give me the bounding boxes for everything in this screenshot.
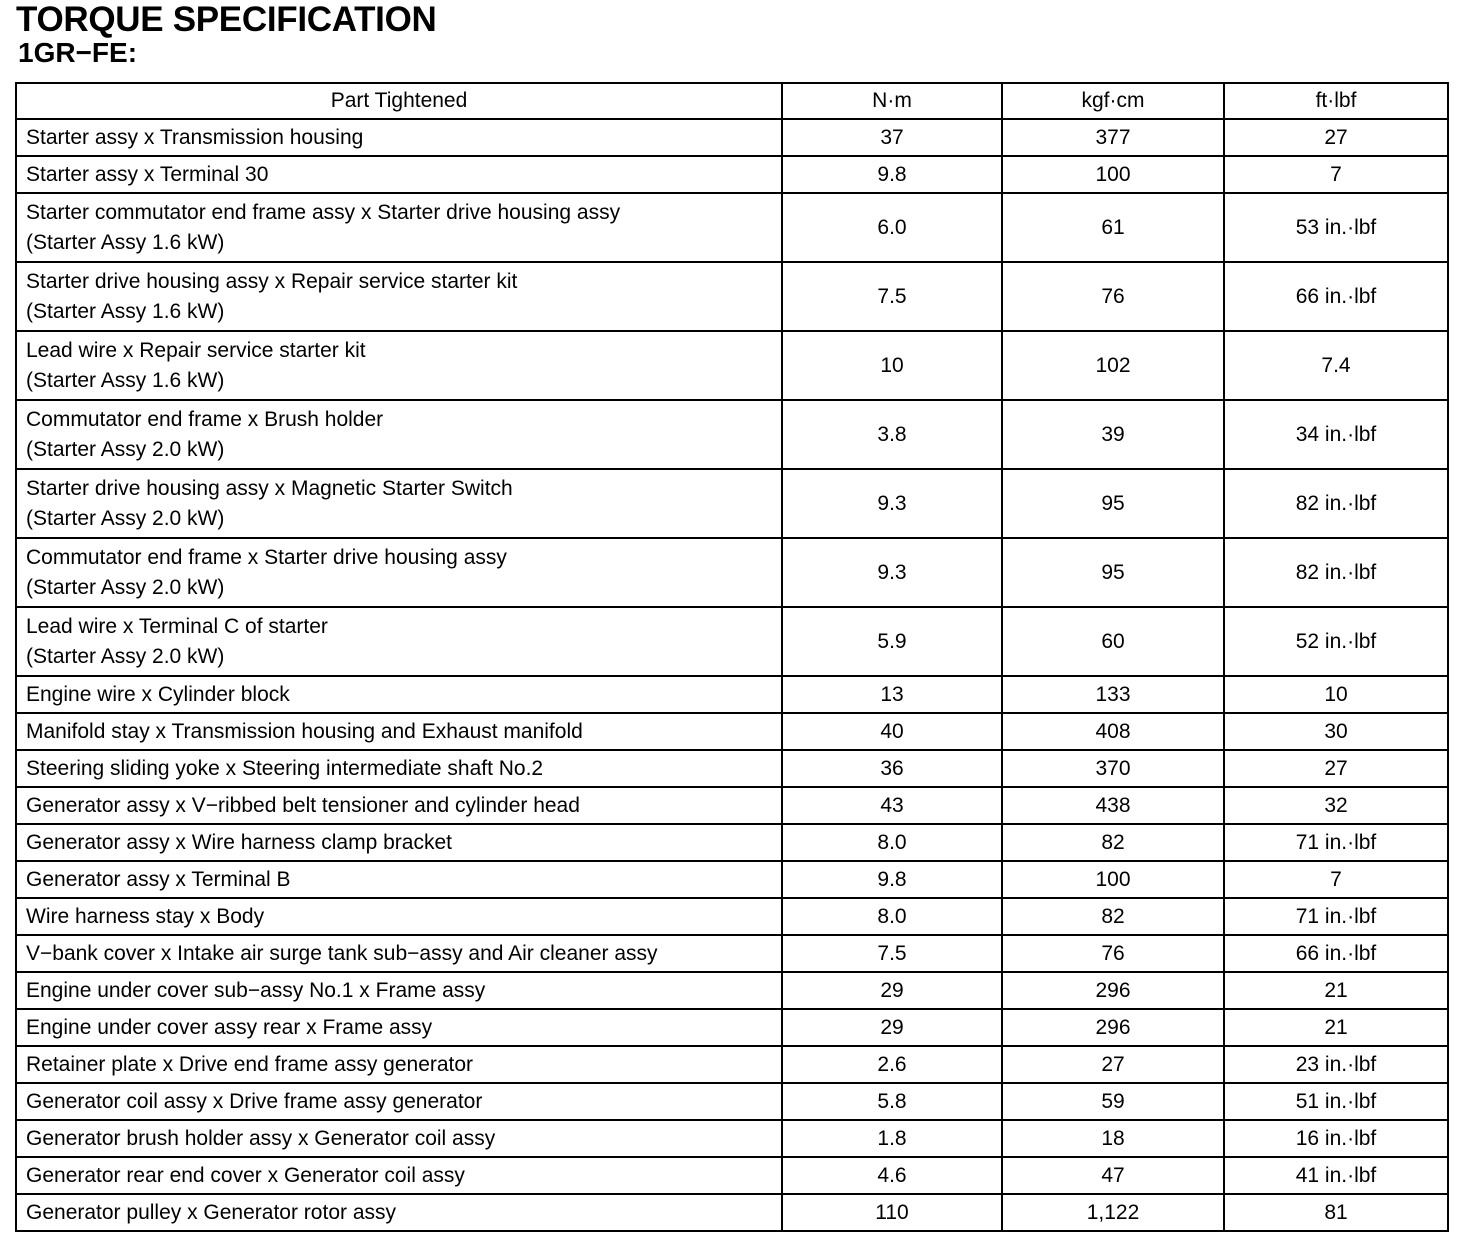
torque-kgfcm-cell: 60	[1002, 607, 1224, 676]
torque-spec-table	[15, 82, 1449, 1232]
torque-ftlbf-cell: 7.4	[1224, 331, 1448, 400]
torque-ftlbf-cell: 27	[1224, 119, 1448, 156]
torque-nm-cell: 36	[782, 750, 1002, 787]
part-tightened-cell	[16, 1009, 782, 1046]
table-row	[16, 193, 1448, 262]
torque-ftlbf-cell: 30	[1224, 713, 1448, 750]
torque-nm-cell: 13	[782, 676, 1002, 713]
torque-nm-cell: 110	[782, 1194, 1002, 1231]
part-tightened-cell	[16, 156, 782, 193]
torque-nm-cell: 9.8	[782, 156, 1002, 193]
part-description: Generator pulley x Generator rotor assy	[26, 1200, 397, 1224]
part-qualifier: (Starter Assy 2.0 kW)	[26, 644, 225, 668]
torque-nm-cell: 43	[782, 787, 1002, 824]
torque-nm-cell: 7.5	[782, 262, 1002, 331]
torque-nm-cell: 1.8	[782, 1120, 1002, 1157]
part-qualifier: (Starter Assy 1.6 kW)	[26, 368, 225, 392]
table-row	[16, 935, 1448, 972]
torque-nm-cell: 9.3	[782, 538, 1002, 607]
part-qualifier: (Starter Assy 1.6 kW)	[26, 230, 225, 254]
torque-ftlbf-cell: 53 in.·lbf	[1224, 193, 1448, 262]
part-qualifier: (Starter Assy 2.0 kW)	[26, 575, 225, 599]
torque-kgfcm-cell: 47	[1002, 1157, 1224, 1194]
part-tightened-cell	[16, 1083, 782, 1120]
part-tightened-cell	[16, 935, 782, 972]
part-tightened-cell	[16, 193, 782, 262]
torque-kgfcm-cell: 102	[1002, 331, 1224, 400]
torque-kgfcm-cell: 27	[1002, 1046, 1224, 1083]
part-tightened-cell	[16, 787, 782, 824]
torque-ftlbf-cell: 10	[1224, 676, 1448, 713]
part-description: Generator coil assy x Drive frame assy generator	[26, 1089, 483, 1113]
torque-nm-cell: 37	[782, 119, 1002, 156]
part-tightened-cell	[16, 119, 782, 156]
part-description: Starter assy x Transmission housing	[26, 125, 364, 149]
table-row	[16, 713, 1448, 750]
torque-ftlbf-cell: 32	[1224, 787, 1448, 824]
torque-ftlbf-cell: 21	[1224, 972, 1448, 1009]
torque-kgfcm-cell: 76	[1002, 262, 1224, 331]
part-description: Wire harness stay x Body	[26, 904, 265, 928]
torque-nm-cell: 29	[782, 972, 1002, 1009]
part-description: Generator assy x Terminal B	[26, 867, 291, 891]
table-row	[16, 1194, 1448, 1231]
table-row	[16, 156, 1448, 193]
torque-kgfcm-cell: 296	[1002, 1009, 1224, 1046]
table-row	[16, 1120, 1448, 1157]
torque-kgfcm-cell: 438	[1002, 787, 1224, 824]
torque-ftlbf-cell: 27	[1224, 750, 1448, 787]
table-row	[16, 676, 1448, 713]
torque-ftlbf-cell: 81	[1224, 1194, 1448, 1231]
table-row	[16, 824, 1448, 861]
torque-ftlbf-cell: 82 in.·lbf	[1224, 469, 1448, 538]
torque-nm-cell: 6.0	[782, 193, 1002, 262]
column-header-nm: N·m	[782, 83, 1002, 119]
torque-kgfcm-cell: 82	[1002, 824, 1224, 861]
part-description: Generator assy x V−ribbed belt tensioner and cylinder head	[26, 793, 580, 817]
part-description: Commutator end frame x Brush holder	[26, 407, 384, 431]
torque-kgfcm-cell: 100	[1002, 156, 1224, 193]
part-tightened-cell	[16, 331, 782, 400]
torque-kgfcm-cell: 1,122	[1002, 1194, 1224, 1231]
torque-nm-cell: 9.3	[782, 469, 1002, 538]
part-qualifier: (Starter Assy 2.0 kW)	[26, 506, 225, 530]
table-row	[16, 262, 1448, 331]
table-row	[16, 331, 1448, 400]
torque-ftlbf-cell: 66 in.·lbf	[1224, 935, 1448, 972]
torque-nm-cell: 8.0	[782, 824, 1002, 861]
part-tightened-cell	[16, 400, 782, 469]
part-description: Generator rear end cover x Generator coil assy	[26, 1163, 465, 1187]
torque-ftlbf-cell: 16 in.·lbf	[1224, 1120, 1448, 1157]
torque-ftlbf-cell: 52 in.·lbf	[1224, 607, 1448, 676]
part-tightened-cell	[16, 898, 782, 935]
torque-ftlbf-cell: 82 in.·lbf	[1224, 538, 1448, 607]
table-row	[16, 400, 1448, 469]
torque-nm-cell: 4.6	[782, 1157, 1002, 1194]
torque-kgfcm-cell: 133	[1002, 676, 1224, 713]
part-tightened-cell	[16, 713, 782, 750]
part-tightened-cell	[16, 1194, 782, 1231]
torque-ftlbf-cell: 71 in.·lbf	[1224, 824, 1448, 861]
torque-kgfcm-cell: 82	[1002, 898, 1224, 935]
part-description: Starter commutator end frame assy x Starter drive housing assy	[26, 200, 621, 224]
torque-ftlbf-cell: 51 in.·lbf	[1224, 1083, 1448, 1120]
part-tightened-cell	[16, 1120, 782, 1157]
part-qualifier: (Starter Assy 1.6 kW)	[26, 299, 225, 323]
column-header-part: Part Tightened	[16, 83, 782, 119]
part-tightened-cell	[16, 262, 782, 331]
torque-kgfcm-cell: 76	[1002, 935, 1224, 972]
torque-ftlbf-cell: 66 in.·lbf	[1224, 262, 1448, 331]
part-description: Retainer plate x Drive end frame assy generator	[26, 1052, 474, 1076]
torque-nm-cell: 7.5	[782, 935, 1002, 972]
part-qualifier: (Starter Assy 2.0 kW)	[26, 437, 225, 461]
table-row	[16, 1009, 1448, 1046]
torque-kgfcm-cell: 61	[1002, 193, 1224, 262]
torque-kgfcm-cell: 296	[1002, 972, 1224, 1009]
torque-ftlbf-cell: 7	[1224, 156, 1448, 193]
column-header-ftlbf: ft·lbf	[1224, 83, 1448, 119]
torque-ftlbf-cell: 23 in.·lbf	[1224, 1046, 1448, 1083]
part-tightened-cell	[16, 538, 782, 607]
table-row	[16, 1046, 1448, 1083]
table-row	[16, 861, 1448, 898]
torque-kgfcm-cell: 59	[1002, 1083, 1224, 1120]
part-tightened-cell	[16, 861, 782, 898]
part-tightened-cell	[16, 972, 782, 1009]
part-tightened-cell	[16, 676, 782, 713]
part-description: Starter drive housing assy x Repair service starter kit	[26, 269, 518, 293]
part-description: Lead wire x Repair service starter kit	[26, 338, 366, 362]
table-row	[16, 119, 1448, 156]
table-row	[16, 750, 1448, 787]
torque-kgfcm-cell: 18	[1002, 1120, 1224, 1157]
torque-nm-cell: 3.8	[782, 400, 1002, 469]
table-row	[16, 1083, 1448, 1120]
part-description: Steering sliding yoke x Steering intermediate shaft No.2	[26, 756, 544, 780]
page-title: TORQUE SPECIFICATION	[16, 0, 437, 39]
part-description: V−bank cover x Intake air surge tank sub−assy and Air cleaner assy	[26, 941, 658, 965]
table-row	[16, 1157, 1448, 1194]
part-description: Generator assy x Wire harness clamp bracket	[26, 830, 452, 854]
part-description: Manifold stay x Transmission housing and Exhaust manifold	[26, 719, 583, 743]
torque-kgfcm-cell: 39	[1002, 400, 1224, 469]
table-row	[16, 538, 1448, 607]
torque-nm-cell: 9.8	[782, 861, 1002, 898]
torque-ftlbf-cell: 21	[1224, 1009, 1448, 1046]
table-row	[16, 787, 1448, 824]
table-header-row	[16, 83, 1448, 119]
engine-code: 1GR−FE:	[18, 37, 138, 68]
part-description: Lead wire x Terminal C of starter	[26, 614, 328, 638]
table-row	[16, 607, 1448, 676]
torque-kgfcm-cell: 100	[1002, 861, 1224, 898]
torque-ftlbf-cell: 34 in.·lbf	[1224, 400, 1448, 469]
torque-nm-cell: 40	[782, 713, 1002, 750]
part-description: Generator brush holder assy x Generator coil assy	[26, 1126, 496, 1150]
torque-kgfcm-cell: 377	[1002, 119, 1224, 156]
torque-kgfcm-cell: 370	[1002, 750, 1224, 787]
column-header-kgfcm: kgf·cm	[1002, 83, 1224, 119]
part-tightened-cell	[16, 750, 782, 787]
torque-kgfcm-cell: 95	[1002, 538, 1224, 607]
part-description: Starter drive housing assy x Magnetic Starter Switch	[26, 476, 513, 500]
part-description: Engine under cover assy rear x Frame assy	[26, 1015, 433, 1039]
part-tightened-cell	[16, 607, 782, 676]
part-tightened-cell	[16, 469, 782, 538]
torque-nm-cell: 8.0	[782, 898, 1002, 935]
table-row	[16, 469, 1448, 538]
part-tightened-cell	[16, 1046, 782, 1083]
torque-nm-cell: 2.6	[782, 1046, 1002, 1083]
part-tightened-cell	[16, 824, 782, 861]
torque-nm-cell: 5.8	[782, 1083, 1002, 1120]
torque-nm-cell: 29	[782, 1009, 1002, 1046]
table-row	[16, 972, 1448, 1009]
table-row	[16, 898, 1448, 935]
torque-nm-cell: 10	[782, 331, 1002, 400]
part-description: Engine wire x Cylinder block	[26, 682, 290, 706]
table-body	[16, 119, 1448, 1231]
part-description: Commutator end frame x Starter drive housing assy	[26, 545, 507, 569]
torque-ftlbf-cell: 71 in.·lbf	[1224, 898, 1448, 935]
torque-nm-cell: 5.9	[782, 607, 1002, 676]
torque-ftlbf-cell: 41 in.·lbf	[1224, 1157, 1448, 1194]
part-description: Starter assy x Terminal 30	[26, 162, 269, 186]
torque-kgfcm-cell: 408	[1002, 713, 1224, 750]
part-description: Engine under cover sub−assy No.1 x Frame assy	[26, 978, 486, 1002]
torque-ftlbf-cell: 7	[1224, 861, 1448, 898]
torque-kgfcm-cell: 95	[1002, 469, 1224, 538]
part-tightened-cell	[16, 1157, 782, 1194]
